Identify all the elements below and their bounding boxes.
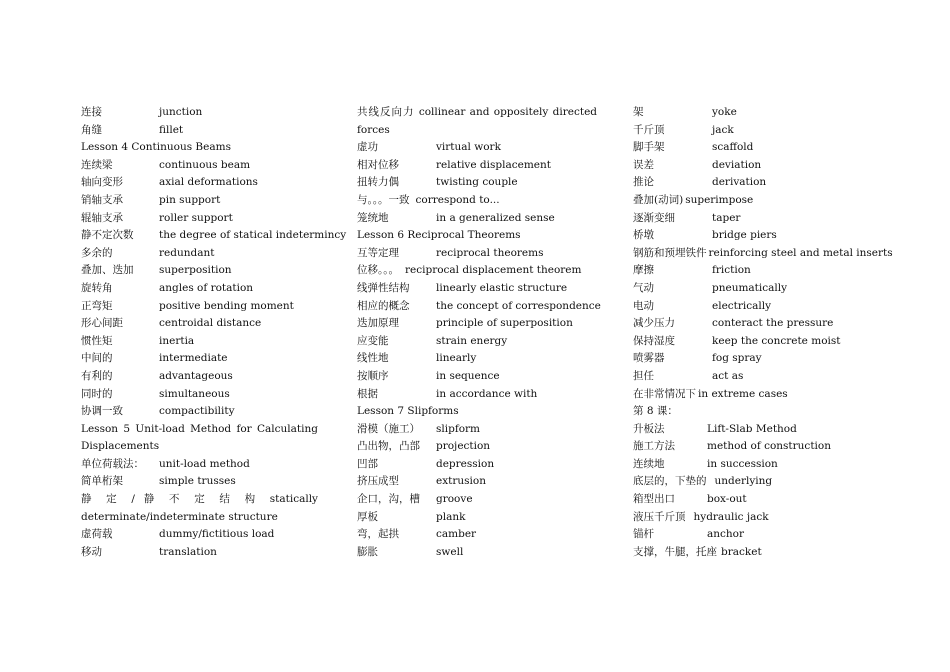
chinese-term: 叠加(动词) (633, 193, 684, 206)
chinese-term: 企口，沟，槽 (357, 493, 420, 506)
english-term: in extreme cases (698, 387, 788, 400)
heading-row (357, 227, 597, 245)
english-term: taper (712, 211, 741, 224)
glossary-row (633, 210, 878, 228)
heading-text: Lesson 4 Continuous Beams (81, 141, 231, 154)
glossary-row (633, 386, 878, 404)
english-term: the concept of correspondence (436, 299, 601, 312)
english-term: scaffold (712, 141, 754, 154)
chinese-term: 旋转角 (81, 281, 113, 294)
chinese-term: 升板法 (633, 422, 665, 435)
english-term: derivation (712, 176, 767, 189)
glossary-row (633, 350, 878, 368)
english-term: the degree of statical indetermincy (159, 229, 347, 242)
heading-text: Lesson 7 Slipforms (357, 405, 459, 418)
glossary-row (357, 245, 597, 263)
english-term: unit-load method (159, 457, 250, 470)
chinese-term: 连接 (81, 106, 102, 118)
chinese-term: 喷雾器 (633, 352, 665, 365)
glossary-row (81, 544, 318, 562)
collinear-term-cont-text: forces (357, 123, 390, 136)
glossary-row (81, 245, 318, 263)
heading-text: Lesson 6 Reciprocal Theorems (357, 229, 521, 242)
english-term: keep the concrete moist (712, 334, 841, 347)
chinese-term: 根据 (357, 387, 378, 400)
chinese-term: 线弹性结构 (357, 281, 410, 294)
english-term: act as (712, 369, 744, 382)
glossary-row (633, 174, 878, 192)
english-term: electrically (712, 299, 772, 312)
chinese-term: 静不定次数 (81, 229, 134, 242)
english-term: bracket (721, 545, 762, 558)
chinese-term: 单位荷载法： (81, 457, 144, 470)
english-term: compactibility (159, 405, 235, 418)
chinese-term: 销轴支承 (81, 193, 123, 206)
glossary-row (81, 262, 318, 280)
english-term: slipform (436, 422, 481, 435)
chinese-term: 移动 (81, 545, 102, 558)
glossary-row (81, 350, 318, 368)
static-term (81, 491, 318, 509)
glossary-row (357, 544, 597, 562)
english-term: box-out (707, 493, 747, 506)
english-term: groove (436, 493, 473, 506)
glossary-row (633, 280, 878, 298)
lesson5-heading-cont-text: Displacements (81, 440, 160, 453)
heading-row (633, 403, 878, 421)
english-term: method of construction (707, 440, 831, 453)
lesson5-heading (81, 421, 318, 439)
english-term: projection (436, 440, 491, 453)
collinear-term-text: 共线反向力 collinear and oppositely directed (357, 106, 597, 118)
glossary-row (81, 192, 318, 210)
glossary-row (357, 298, 601, 316)
glossary-row (633, 227, 878, 245)
english-term: jack (712, 123, 734, 136)
english-term: in a generalized sense (436, 211, 555, 224)
chinese-term: 支撑，牛腿，托座 (633, 545, 717, 558)
chinese-term: 逐渐变细 (633, 211, 675, 224)
glossary-row (81, 157, 318, 175)
glossary-row (633, 262, 878, 280)
heading-row (357, 403, 597, 421)
english-term: angles of rotation (159, 281, 254, 294)
glossary-row (633, 368, 878, 386)
glossary-row (633, 509, 878, 527)
english-term: fog spray (712, 352, 762, 365)
glossary-row (357, 192, 597, 210)
glossary-row (81, 280, 318, 298)
glossary-row (81, 368, 318, 386)
english-term: underlying (714, 475, 773, 488)
chinese-term: 扭转力偶 (357, 176, 399, 189)
english-term: yoke (712, 106, 737, 118)
english-term: principle of superposition (436, 317, 573, 330)
english-term: axial deformations (159, 176, 258, 189)
english-term: linearly elastic structure (436, 281, 568, 294)
english-term: superimpose (685, 193, 754, 206)
glossary-row (357, 157, 597, 175)
english-term: correspond to... (415, 193, 500, 206)
english-term: pin support (159, 193, 221, 206)
chinese-term: 担任 (633, 369, 654, 382)
glossary-row (357, 526, 597, 544)
glossary-row (633, 544, 878, 562)
english-term: in sequence (436, 369, 500, 382)
glossary-row (81, 104, 318, 122)
english-term: relative displacement (436, 158, 551, 171)
chinese-term: 线性地 (357, 352, 389, 365)
collinear-term-cont (357, 122, 597, 140)
lesson5-heading-cont (81, 438, 318, 456)
chinese-term: 同时的 (81, 387, 113, 400)
chinese-term: 多余的 (81, 246, 113, 259)
chinese-term: 笼统地 (357, 211, 389, 224)
english-term: pneumatically (712, 281, 788, 294)
english-term: reciprocal theorems (436, 246, 544, 259)
glossary-row (633, 122, 878, 140)
column-2 (357, 104, 601, 561)
glossary-row (357, 473, 597, 491)
chinese-term: 减少压力 (633, 317, 675, 330)
chinese-term: 迭加原理 (357, 317, 399, 330)
glossary-row (357, 509, 597, 527)
english-term: in accordance with (436, 387, 538, 400)
chinese-term: 虚荷载 (81, 528, 113, 541)
glossary-row (81, 403, 318, 421)
english-term: anchor (707, 528, 745, 541)
glossary-row (633, 438, 878, 456)
english-term: swell (436, 545, 464, 558)
chinese-term: 厚板 (357, 510, 378, 523)
english-term: centroidal distance (159, 317, 262, 330)
english-term: continuous beam (159, 158, 251, 171)
chinese-term: 中间的 (81, 352, 113, 365)
chinese-term: 简单桁架 (81, 475, 123, 488)
english-term: camber (436, 528, 477, 541)
glossary-row (81, 298, 318, 316)
chinese-term: 滑模（施工） (357, 422, 420, 435)
glossary-row (633, 104, 878, 122)
english-term: deviation (712, 158, 762, 171)
chinese-term: 连续地 (633, 457, 665, 470)
lesson5-heading-text: Lesson 5 Unit-load Method for Calculating (81, 422, 318, 435)
glossary-row (633, 421, 878, 439)
glossary-row (633, 473, 878, 491)
glossary-row (357, 386, 597, 404)
chinese-term: 锚杆 (633, 528, 654, 541)
english-term: bridge piers (712, 229, 777, 242)
english-term: simple trusses (159, 475, 236, 488)
column-3 (633, 104, 893, 561)
english-term: extrusion (436, 475, 486, 488)
glossary-row (357, 438, 597, 456)
chinese-term: 凸出物，凸部 (357, 440, 420, 453)
chinese-term: 角缝 (81, 123, 102, 136)
chinese-term: 相应的概念 (357, 299, 410, 312)
glossary-row (81, 122, 318, 140)
glossary-row (81, 315, 318, 333)
glossary-row (357, 262, 597, 280)
chinese-term: 桥墩 (633, 229, 654, 242)
chinese-term: 虚功 (357, 141, 378, 154)
glossary-row (633, 192, 878, 210)
chinese-term: 膨胀 (357, 545, 378, 558)
chinese-term: 架 (633, 106, 644, 118)
glossary-row (81, 333, 318, 351)
glossary-row (81, 174, 318, 192)
glossary-row (357, 280, 597, 298)
chinese-term: 推论 (633, 176, 654, 189)
chinese-term: 叠加、迭加 (81, 264, 134, 277)
collinear-term (357, 104, 597, 122)
chinese-term: 协调一致 (81, 405, 123, 418)
english-term: superposition (159, 264, 232, 277)
english-term: translation (159, 545, 217, 558)
static-term-cont (81, 509, 318, 527)
chinese-term: 正弯矩 (81, 299, 113, 312)
chinese-term: 凹部 (357, 457, 378, 470)
english-term: intermediate (159, 352, 228, 365)
chinese-term: 位移。。。 (357, 264, 399, 277)
english-term: reinforcing steel and metal inserts (708, 246, 893, 259)
glossary-row (357, 139, 597, 157)
glossary-row (357, 315, 597, 333)
glossary-row (633, 491, 878, 509)
chinese-term: 脚手架 (633, 141, 665, 154)
english-term: linearly (436, 352, 477, 365)
english-term: depression (436, 457, 495, 470)
english-term: friction (712, 264, 751, 277)
chinese-term: 箱型出口 (633, 493, 675, 506)
english-term: inertia (159, 334, 195, 347)
english-term: reciprocal displacement theorem (405, 264, 582, 277)
glossary-row (357, 456, 597, 474)
chinese-term: 轴向变形 (81, 176, 123, 189)
chinese-term: 应变能 (357, 334, 389, 347)
chinese-term: 形心间距 (81, 317, 123, 330)
glossary-row (633, 245, 893, 263)
chinese-term: 电动 (633, 299, 654, 312)
chinese-term: 摩擦 (633, 264, 654, 277)
glossary-row (81, 526, 318, 544)
glossary-row (357, 421, 597, 439)
chinese-term: 连续梁 (81, 158, 113, 171)
static-term-cont-text: determinate/indeterminate structure (81, 510, 278, 523)
chinese-term: 气动 (633, 281, 654, 294)
glossary-row (633, 315, 878, 333)
chinese-term: 辊轴支承 (81, 211, 123, 224)
glossary-row (81, 456, 318, 474)
english-term: roller support (159, 211, 233, 224)
glossary-row (81, 473, 318, 491)
english-term: dummy/fictitious load (159, 528, 275, 541)
heading-row (81, 139, 318, 157)
glossary-row (81, 210, 318, 228)
glossary-row (633, 456, 878, 474)
glossary-row (81, 227, 347, 245)
english-term: redundant (159, 246, 215, 259)
chinese-term: 钢筋和预埋铁件 (633, 246, 707, 259)
english-term: Lift-Slab Method (707, 422, 797, 435)
english-term: junction (159, 106, 203, 118)
chinese-term: 液压千斤顶 (633, 510, 686, 523)
glossary-row (357, 350, 597, 368)
english-term: hydraulic jack (693, 510, 769, 523)
column-1 (81, 104, 347, 561)
chinese-term: 底层的，下垫的 (633, 475, 707, 488)
chinese-term: 按顺序 (357, 369, 389, 382)
english-term: simultaneous (159, 387, 230, 400)
english-term: in succession (707, 457, 778, 470)
glossary-row (633, 333, 878, 351)
glossary-row (633, 298, 878, 316)
chinese-term: 与。。。一致 (357, 193, 410, 206)
chinese-term: 在非常情况下 (633, 387, 696, 400)
chinese-term: 挤压成型 (357, 475, 399, 488)
chinese-term: 施工方法 (633, 440, 675, 453)
glossary-row (633, 526, 878, 544)
chinese-term: 有利的 (81, 369, 113, 382)
chinese-term: 互等定理 (357, 246, 399, 259)
chinese-term: 误差 (633, 158, 654, 171)
english-term: strain energy (436, 334, 508, 347)
english-term: conteract the pressure (712, 317, 834, 330)
english-term: twisting couple (436, 176, 518, 189)
glossary-row (357, 491, 597, 509)
chinese-term: 保持湿度 (633, 334, 675, 347)
chinese-term: 惯性矩 (81, 334, 113, 347)
english-term: fillet (159, 123, 184, 136)
glossary-row (81, 386, 318, 404)
chinese-term: 相对位移 (357, 158, 399, 171)
static-term-text: 静 定 / 静 不 定 结 构 statically (81, 493, 318, 506)
english-term: advantageous (159, 369, 233, 382)
glossary-row (633, 157, 878, 175)
glossary-row (357, 210, 597, 228)
heading-text: 第 8 课： (633, 405, 678, 418)
glossary-row (357, 174, 597, 192)
glossary-row (633, 139, 878, 157)
english-term: virtual work (436, 141, 501, 154)
chinese-term: 弯，起拱 (357, 528, 399, 541)
chinese-term: 千斤顶 (633, 123, 665, 136)
english-term: plank (436, 510, 466, 523)
english-term: positive bending moment (159, 299, 294, 312)
glossary-row (357, 333, 597, 351)
glossary-row (357, 368, 597, 386)
